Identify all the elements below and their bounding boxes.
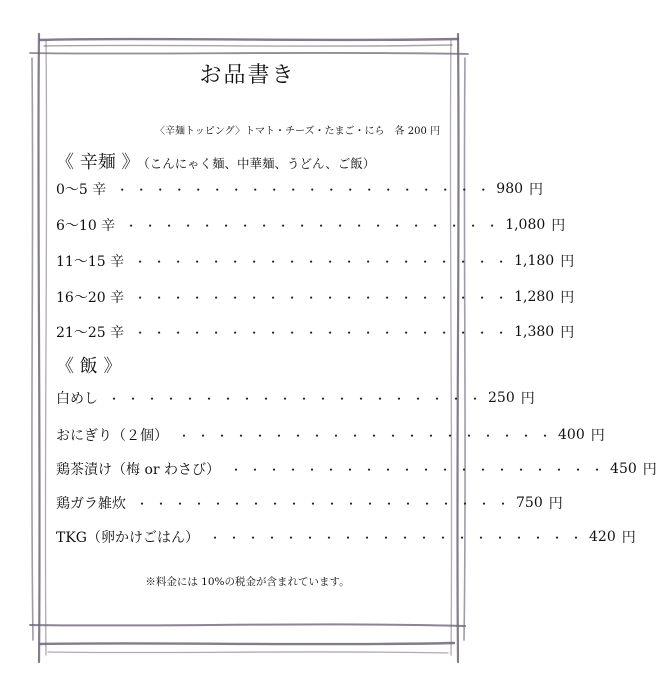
- dot-leader: ・・・・・・・・・・・・・・・・・・・・: [230, 462, 611, 477]
- item-price: 450: [610, 461, 637, 477]
- item-name: 鶏ガラ雑炊: [56, 496, 126, 512]
- item-name: おにぎり（２個）: [56, 428, 168, 444]
- item-price: 1,380: [514, 324, 555, 340]
- section-heading-label: 《 辛麺 》: [56, 152, 140, 173]
- item-price: 1,280: [514, 289, 555, 305]
- item-unit: 円: [551, 218, 566, 234]
- toppings-note: 〈辛麺トッピング〉トマト・チーズ・たまご・にら 各 200 円: [155, 126, 440, 137]
- item-unit: 円: [560, 254, 575, 270]
- menu-item: [56, 285, 575, 309]
- dot-leader: ・・・・・・・・・・・・・・・・・・・・: [136, 496, 517, 511]
- item-price: 420: [589, 529, 616, 545]
- item-name: 白めし: [56, 391, 98, 407]
- item-name: 鶏茶漬け（梅 or わさび）: [56, 462, 221, 478]
- item-unit: 円: [548, 496, 563, 512]
- menu-item: [56, 213, 566, 237]
- item-unit: 円: [590, 428, 605, 444]
- item-name: 0〜5 辛: [56, 182, 107, 198]
- item-unit: 円: [642, 462, 657, 478]
- item-unit: 円: [560, 290, 575, 306]
- dot-leader: ・・・・・・・・・・・・・・・・・・・・: [208, 530, 589, 545]
- section-heading-karamen: [56, 148, 375, 174]
- dot-leader: ・・・・・・・・・・・・・・・・・・・・: [125, 218, 506, 233]
- dot-leader: ・・・・・・・・・・・・・・・・・・・・: [134, 254, 515, 269]
- item-price: 250: [488, 390, 515, 406]
- item-name: TKG（卵かけごはん）: [56, 530, 199, 546]
- item-price: 1,080: [505, 217, 546, 233]
- menu-item: [56, 457, 657, 481]
- item-price: 1,180: [514, 253, 555, 269]
- item-price: 980: [496, 181, 524, 197]
- menu-item: [56, 386, 535, 410]
- item-name: 6〜10 辛: [56, 218, 116, 234]
- menu-item: [56, 423, 605, 447]
- item-name: 11〜15 辛: [56, 254, 125, 270]
- dot-leader: ・・・・・・・・・・・・・・・・・・・・: [134, 290, 515, 305]
- dot-leader: ・・・・・・・・・・・・・・・・・・・・: [178, 428, 559, 443]
- dot-leader: ・・・・・・・・・・・・・・・・・・・・: [116, 182, 497, 197]
- tax-note: ※料金には 10%の税金が含まれています。: [145, 576, 350, 588]
- menu-item: [56, 177, 544, 201]
- menu-title: お品書き: [199, 63, 296, 88]
- item-unit: 円: [621, 530, 636, 546]
- menu-item: [56, 525, 636, 549]
- section-heading-meshi: [56, 352, 121, 378]
- item-unit: 円: [560, 325, 575, 341]
- menu-item: [56, 491, 563, 515]
- dot-leader: ・・・・・・・・・・・・・・・・・・・・: [134, 325, 515, 340]
- item-unit: 円: [529, 182, 544, 198]
- menu-item: [56, 249, 575, 273]
- section-heading-label: 《 飯 》: [56, 356, 122, 377]
- dot-leader: ・・・・・・・・・・・・・・・・・・・・: [108, 391, 489, 406]
- section-subheading: （こんにゃく麺、中華麺、うどん、ご飯）: [143, 156, 376, 171]
- item-unit: 円: [520, 391, 535, 407]
- item-name: 16〜20 辛: [56, 290, 125, 306]
- item-price: 750: [516, 495, 543, 511]
- menu-item: [56, 320, 575, 344]
- item-price: 400: [558, 427, 585, 443]
- item-name: 21〜25 辛: [56, 325, 125, 341]
